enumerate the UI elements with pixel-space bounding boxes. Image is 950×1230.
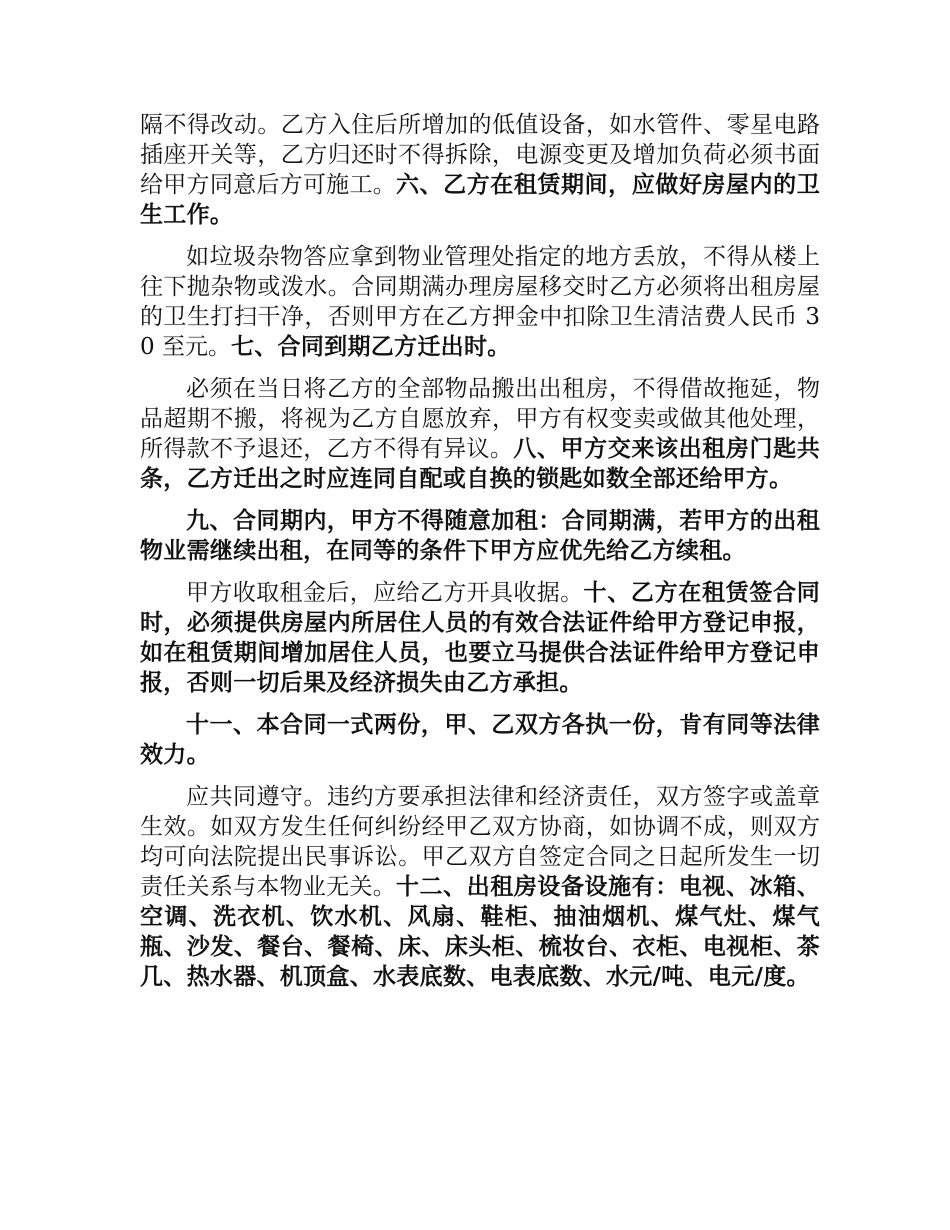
document-page [140, 110, 820, 1004]
clause-6-heading: 六、乙方在租赁期间，应做好房屋内的卫生工作。 [140, 172, 820, 228]
paragraph-6 [140, 710, 820, 770]
paragraph-2-text: 如垃圾杂物答应拿到物业管理处指定的地方丢放，不得从楼上往下抛杂物或泼水。合同期满办理房屋移交时乙方必须将出租房屋的卫生打扫干净，否则甲方在乙方押金中扣除卫生清洁费人民币 30 至元。 [140, 244, 820, 360]
paragraph-7-text: 应共同遵守。违约方要承担法律和经济责任，双方签字或盖章生效。如双方发生任何纠纷经甲乙双方协商，如协调不成，则双方均可向法院提出民事诉讼。甲乙双方自签定合同之日起所发生一切责任关系与本物业无关。 [140, 784, 820, 900]
paragraph-1-text: 隔不得改动。乙方入住后所增加的低值设备，如水管件、零星电路插座开关等，乙方归还时不得拆除，电源变更及增加负荷必须书面给甲方同意后方可施工。 [140, 112, 820, 198]
paragraph-7 [140, 782, 820, 992]
paragraph-3 [140, 374, 820, 494]
clause-8-heading: 八、甲方交来该出租房门匙共条，乙方迁出之时应连同自配或自换的锁匙如数全部还给甲方。 [140, 436, 821, 492]
clause-9-heading: 九、合同期内，甲方不得随意加租：合同期满，若甲方的出租物业需继续出租，在同等的条件下甲方应优先给乙方续租。 [140, 508, 820, 564]
paragraph-4 [140, 506, 820, 566]
paragraph-5 [140, 578, 820, 698]
paragraph-2 [140, 242, 820, 362]
paragraph-5-text: 甲方收取租金后，应给乙方开具收据。 [186, 580, 584, 606]
clause-7-heading: 七、合同到期乙方迁出时。 [230, 334, 511, 360]
paragraph-3-text: 必须在当日将乙方的全部物品搬出出租房，不得借故拖延，物品超期不搬，将视为乙方自愿放弃，甲方有权变卖或做其他处理，所得款不予退还，乙方不得有异议。 [140, 376, 820, 462]
clause-12-heading: 十二、出租房设备设施有：电视、冰箱、空调、洗衣机、饮水机、风扇、鞋柜、抽油烟机、煤气灶、煤气瓶、沙发、餐台、餐椅、床、床头柜、梳妆台、衣柜、电视柜、茶几、热水器、机顶盒、水表底数、电表底数、水元/吨、电元/度。 [140, 874, 820, 990]
clause-11-heading: 十一、本合同一式两份，甲、乙双方各执一份，肯有同等法律效力。 [140, 712, 820, 768]
clause-10-heading: 十、乙方在租赁签合同时，必须提供房屋内所居住人员的有效合法证件给甲方登记申报，如在租赁期间增加居住人员，也要立马提供合法证件给甲方登记申报，否则一切后果及经济损失由乙方承担。 [140, 580, 821, 696]
paragraph-1 [140, 110, 820, 230]
